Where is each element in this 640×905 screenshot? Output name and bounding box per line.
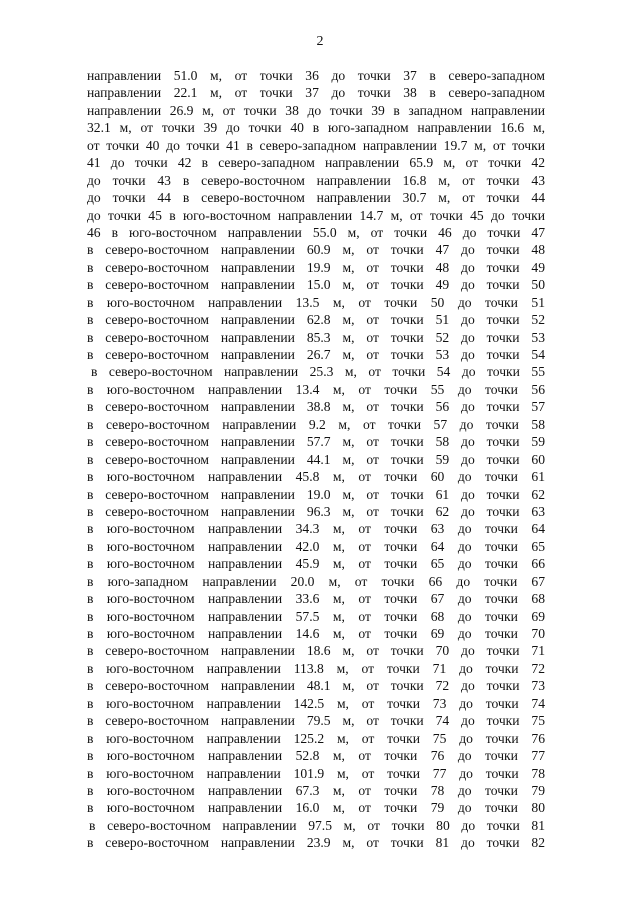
text-line: направлении 26.9 м, от точки 38 до точки 39 в западном направлении — [87, 102, 545, 118]
text-line: 32.1 м, от точки 39 до точки 40 в юго-западном направлении 16.6 м, — [87, 120, 545, 136]
text-line: в юго-восточном направлении 34.3 м, от точки 63 до точки 64 — [87, 521, 545, 537]
text-line: в юго-восточном направлении 52.8 м, от точки 76 до точки 77 — [87, 748, 545, 764]
text-line: в юго-западном направлении 20.0 м, от точки 66 до точки 67 — [87, 573, 545, 589]
text-line: в юго-восточном направлении 101.9 м, от точки 77 до точки 78 — [87, 765, 545, 781]
text-line: в северо-восточном направлении 26.7 м, от точки 53 до точки 54 — [87, 347, 545, 362]
text-line: в северо-восточном направлении 25.3 м, от точки 54 до точки 55 — [91, 364, 545, 380]
text-line: в северо-восточном направлении 57.7 м, от точки 58 до точки 59 — [87, 434, 545, 450]
text-line: в юго-восточном направлении 42.0 м, от точки 64 до точки 65 — [87, 538, 545, 554]
text-line: в северо-восточном направлении 23.9 м, от точки 81 до точки 82 — [87, 835, 545, 851]
text-line: от точки 40 до точки 41 в северо-западном направлении 19.7 м, от точки — [87, 137, 545, 153]
text-line: в северо-восточном направлении 44.1 м, от точки 59 до точки 60 — [87, 451, 545, 467]
text-line: в северо-восточном направлении 60.9 м, от точки 47 до точки 48 — [87, 242, 545, 258]
text-line: в юго-восточном направлении 113.8 м, от точки 71 до точки 72 — [87, 660, 545, 676]
text-line: направлении 22.1 м, от точки 37 до точки 38 в северо-западном — [87, 85, 545, 101]
text-line: в юго-восточном направлении 57.5 м, от точки 68 до точки 69 — [87, 608, 545, 624]
text-line: в юго-восточном направлении 45.8 м, от точки 60 до точки 61 — [87, 469, 545, 485]
text-line: в северо-восточном направлении 48.1 м, от точки 72 до точки 73 — [87, 678, 545, 694]
text-line: в юго-восточном направлении 13.4 м, от точки 55 до точки 56 — [87, 381, 545, 397]
text-line: в юго-восточном направлении 13.5 м, от точки 50 до точки 51 — [87, 294, 545, 310]
text-line: в юго-восточном направлении 67.3 м, от точки 78 до точки 79 — [87, 782, 545, 798]
text-line: в северо-восточном направлении 79.5 м, от точки 74 до точки 75 — [87, 713, 545, 729]
text-line: в юго-восточном направлении 45.9 м, от точки 65 до точки 66 — [87, 556, 545, 572]
text-line: в юго-восточном направлении 125.2 м, от точки 75 до точки 76 — [87, 730, 545, 746]
text-line: в северо-восточном направлении 19.0 м, от точки 61 до точки 62 — [87, 486, 545, 502]
text-line: в юго-восточном направлении 14.6 м, от точки 69 до точки 70 — [87, 626, 545, 641]
text-line: в северо-восточном направлении 85.3 м, от точки 52 до точки 53 — [87, 329, 545, 345]
page-number: 2 — [316, 34, 324, 49]
text-line: до точки 43 в северо-восточном направлении 16.8 м, от точки 43 — [87, 172, 545, 188]
text-line: в северо-восточном направлении 18.6 м, от точки 70 до точки 71 — [87, 643, 545, 659]
text-line: в северо-восточном направлении 19.9 м, от точки 48 до точки 49 — [87, 259, 545, 275]
text-line: в юго-восточном направлении 142.5 м, от точки 73 до точки 74 — [87, 695, 545, 711]
text-line: до точки 44 в северо-восточном направлении 30.7 м, от точки 44 — [87, 190, 545, 206]
text-line: в северо-восточном направлении 97.5 м, от точки 80 до точки 81 — [89, 817, 545, 833]
text-line: в северо-восточном направлении 62.8 м, от точки 51 до точки 52 — [87, 312, 545, 328]
text-line: в юго-восточном направлении 16.0 м, от точки 79 до точки 80 — [87, 800, 545, 816]
text-line: в юго-восточном направлении 33.6 м, от точки 67 до точки 68 — [87, 591, 545, 607]
text-line: в северо-восточном направлении 38.8 м, от точки 56 до точки 57 — [87, 399, 545, 415]
body-text — [87, 67, 545, 852]
text-line: 46 в юго-восточном направлении 55.0 м, от точки 46 до точки 47 — [87, 224, 545, 240]
text-line: направлении 51.0 м, от точки 36 до точки 37 в северо-западном — [87, 68, 545, 83]
text-line: в северо-восточном направлении 9.2 м, от точки 57 до точки 58 — [87, 416, 545, 432]
text-line: 41 до точки 42 в северо-западном направлении 65.9 м, от точки 42 — [87, 155, 545, 171]
text-line: до точки 45 в юго-восточном направлении 14.7 м, от точки 45 до точки — [87, 207, 545, 223]
text-line: в северо-восточном направлении 96.3 м, от точки 62 до точки 63 — [87, 503, 545, 519]
text-line: в северо-восточном направлении 15.0 м, от точки 49 до точки 50 — [87, 277, 545, 293]
